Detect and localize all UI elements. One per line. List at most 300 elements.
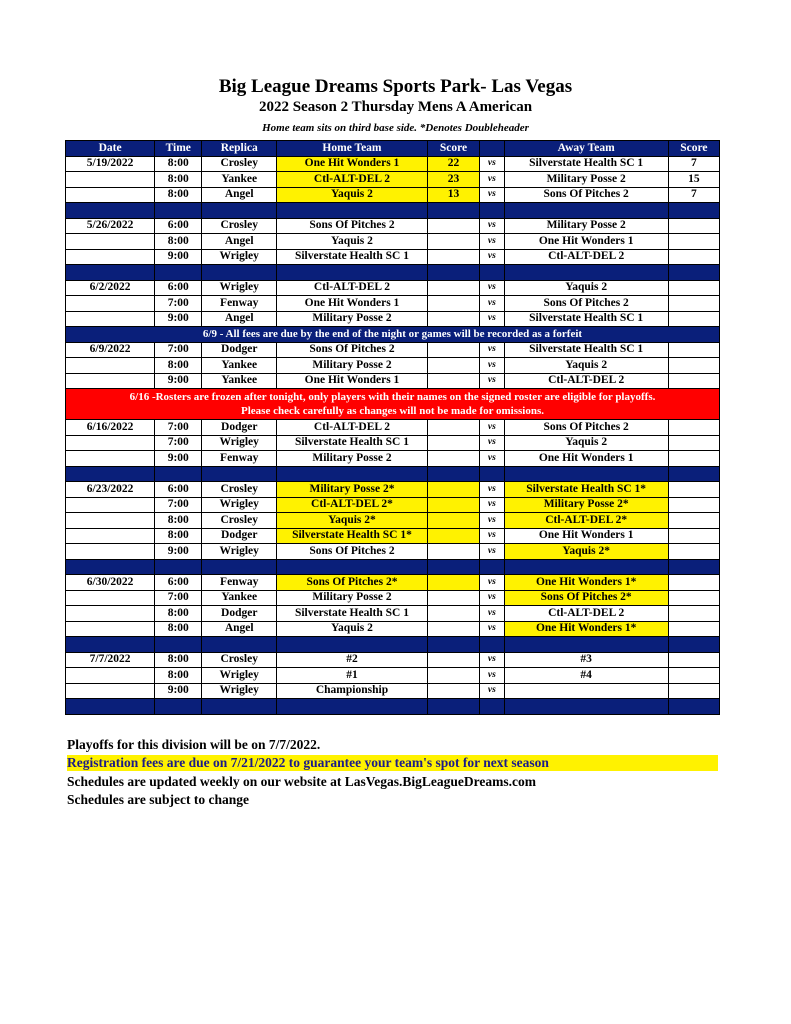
away-score: [668, 311, 719, 327]
home-team: Sons Of Pitches 2: [277, 342, 428, 358]
playoffs-note: Playoffs for this division will be on 7/7/2022.: [67, 737, 321, 752]
vs-label: vs: [480, 451, 505, 467]
home-team: Yaquis 2: [277, 187, 428, 203]
game-date: [66, 590, 155, 606]
away-team: Ctl-ALT-DEL 2: [504, 249, 668, 265]
fee-notice: 6/9 - All fees are due by the end of the night or games will be recorded as a forfeit: [66, 327, 720, 343]
game-time: 8:00: [155, 234, 202, 250]
away-team: Sons Of Pitches 2: [504, 187, 668, 203]
vs-label: vs: [480, 420, 505, 436]
game-field: Wrigley: [202, 497, 277, 513]
game-time: 9:00: [155, 311, 202, 327]
away-team: Sons Of Pitches 2: [504, 296, 668, 312]
home-score: [427, 358, 479, 374]
game-field: Dodger: [202, 342, 277, 358]
schedule-table: [65, 140, 720, 715]
game-row: [66, 621, 720, 637]
registration-note: Registration fees are due on 7/21/2022 to guarantee your team's spot for next season: [67, 755, 718, 771]
away-team: Sons Of Pitches 2*: [504, 590, 668, 606]
game-date: 6/16/2022: [66, 420, 155, 436]
home-score: 23: [427, 172, 479, 188]
away-score: [668, 373, 719, 389]
separator-cell: [504, 203, 668, 219]
home-score: [427, 652, 479, 668]
game-time: 6:00: [155, 575, 202, 591]
away-score: [668, 652, 719, 668]
separator-cell: [155, 265, 202, 281]
col-away-team: Away Team: [504, 141, 668, 157]
away-score: [668, 513, 719, 529]
game-date: [66, 497, 155, 513]
game-row: [66, 513, 720, 529]
home-score: [427, 606, 479, 622]
game-time: 6:00: [155, 482, 202, 498]
away-team: Silverstate Health SC 1: [504, 342, 668, 358]
away-score: [668, 420, 719, 436]
game-row: [66, 420, 720, 436]
away-team: Ctl-ALT-DEL 2*: [504, 513, 668, 529]
roster-alert-row: [66, 389, 720, 420]
separator-cell: [155, 637, 202, 653]
home-team: One Hit Wonders 1: [277, 373, 428, 389]
game-time: 7:00: [155, 497, 202, 513]
game-field: Crosley: [202, 482, 277, 498]
game-time: 8:00: [155, 513, 202, 529]
away-score: [668, 358, 719, 374]
game-row: [66, 590, 720, 606]
separator-cell: [277, 265, 428, 281]
game-date: 6/23/2022: [66, 482, 155, 498]
game-time: 7:00: [155, 296, 202, 312]
game-row: [66, 234, 720, 250]
home-score: [427, 683, 479, 699]
home-score: [427, 668, 479, 684]
game-time: 7:00: [155, 342, 202, 358]
home-team: Yaquis 2: [277, 234, 428, 250]
vs-label: vs: [480, 358, 505, 374]
game-date: [66, 187, 155, 203]
game-row: [66, 451, 720, 467]
away-team: One Hit Wonders 1: [504, 528, 668, 544]
game-row: [66, 187, 720, 203]
away-score: 7: [668, 187, 719, 203]
game-time: 7:00: [155, 420, 202, 436]
game-field: Crosley: [202, 218, 277, 234]
home-score: [427, 528, 479, 544]
vs-label: vs: [480, 652, 505, 668]
week-separator: [66, 203, 720, 219]
vs-label: vs: [480, 296, 505, 312]
away-score: [668, 234, 719, 250]
game-date: [66, 513, 155, 529]
separator-cell: [480, 699, 505, 715]
home-score: [427, 497, 479, 513]
separator-cell: [155, 559, 202, 575]
separator-cell: [277, 559, 428, 575]
game-date: 7/7/2022: [66, 652, 155, 668]
home-score: [427, 575, 479, 591]
separator-cell: [427, 559, 479, 575]
col-away-score: Score: [668, 141, 719, 157]
game-field: Crosley: [202, 513, 277, 529]
home-score: [427, 420, 479, 436]
separator-cell: [202, 466, 277, 482]
home-team: Silverstate Health SC 1*: [277, 528, 428, 544]
game-field: Wrigley: [202, 544, 277, 560]
game-time: 7:00: [155, 590, 202, 606]
game-time: 6:00: [155, 280, 202, 296]
game-field: Wrigley: [202, 249, 277, 265]
header-row: [66, 141, 720, 157]
away-team: Military Posse 2: [504, 218, 668, 234]
home-score: [427, 218, 479, 234]
away-score: [668, 280, 719, 296]
separator-cell: [668, 699, 719, 715]
game-time: 8:00: [155, 187, 202, 203]
vs-label: vs: [480, 311, 505, 327]
away-score: [668, 683, 719, 699]
game-date: [66, 606, 155, 622]
game-field: Crosley: [202, 156, 277, 172]
game-date: [66, 358, 155, 374]
away-score: [668, 451, 719, 467]
separator-cell: [427, 265, 479, 281]
vs-label: vs: [480, 234, 505, 250]
roster-alert-line2: Please check carefully as changes will not be made for omissions.: [241, 405, 544, 417]
game-date: [66, 451, 155, 467]
game-date: [66, 621, 155, 637]
separator-cell: [427, 203, 479, 219]
away-team: One Hit Wonders 1*: [504, 575, 668, 591]
game-time: 9:00: [155, 451, 202, 467]
game-row: [66, 435, 720, 451]
game-date: [66, 528, 155, 544]
game-date: [66, 683, 155, 699]
game-row: [66, 172, 720, 188]
vs-label: vs: [480, 590, 505, 606]
separator-cell: [668, 466, 719, 482]
home-team: #2: [277, 652, 428, 668]
doubleheader-note: Home team sits on third base side. *Denotes Doubleheader: [262, 122, 529, 134]
separator-cell: [66, 699, 155, 715]
separator-cell: [202, 699, 277, 715]
game-time: 8:00: [155, 668, 202, 684]
game-row: [66, 497, 720, 513]
vs-label: vs: [480, 249, 505, 265]
roster-alert: [66, 389, 720, 420]
home-team: #1: [277, 668, 428, 684]
away-team: One Hit Wonders 1: [504, 451, 668, 467]
home-team: Sons Of Pitches 2*: [277, 575, 428, 591]
game-row: [66, 544, 720, 560]
game-date: [66, 311, 155, 327]
away-team: One Hit Wonders 1: [504, 234, 668, 250]
separator-cell: [202, 559, 277, 575]
game-date: 6/2/2022: [66, 280, 155, 296]
away-score: [668, 590, 719, 606]
home-score: [427, 234, 479, 250]
home-score: 13: [427, 187, 479, 203]
away-team: Silverstate Health SC 1*: [504, 482, 668, 498]
home-team: One Hit Wonders 1: [277, 156, 428, 172]
away-score: [668, 544, 719, 560]
home-score: [427, 482, 479, 498]
vs-label: vs: [480, 606, 505, 622]
game-row: [66, 373, 720, 389]
home-score: [427, 435, 479, 451]
home-team: Championship: [277, 683, 428, 699]
vs-label: vs: [480, 435, 505, 451]
vs-label: vs: [480, 373, 505, 389]
week-separator: [66, 637, 720, 653]
separator-cell: [668, 265, 719, 281]
game-field: Crosley: [202, 652, 277, 668]
away-score: [668, 342, 719, 358]
vs-label: vs: [480, 342, 505, 358]
game-field: Wrigley: [202, 668, 277, 684]
away-score: [668, 249, 719, 265]
away-score: [668, 668, 719, 684]
separator-cell: [66, 203, 155, 219]
away-team: Yaquis 2*: [504, 544, 668, 560]
home-score: [427, 590, 479, 606]
away-score: [668, 296, 719, 312]
home-score: [427, 342, 479, 358]
separator-cell: [277, 699, 428, 715]
home-score: [427, 544, 479, 560]
game-row: [66, 156, 720, 172]
home-score: [427, 513, 479, 529]
game-date: [66, 234, 155, 250]
away-score: [668, 621, 719, 637]
page-subtitle: 2022 Season 2 Thursday Mens A American: [258, 99, 533, 115]
game-time: 9:00: [155, 683, 202, 699]
separator-cell: [155, 466, 202, 482]
roster-alert-line1: 6/16 -Rosters are frozen after tonight, only players with their names on the signed roster are eligible for playoffs.: [129, 391, 656, 403]
away-score: 15: [668, 172, 719, 188]
game-field: Wrigley: [202, 683, 277, 699]
game-date: [66, 373, 155, 389]
away-score: [668, 482, 719, 498]
home-team: Ctl-ALT-DEL 2*: [277, 497, 428, 513]
col-replica: Replica: [202, 141, 277, 157]
separator-cell: [504, 699, 668, 715]
game-field: Angel: [202, 234, 277, 250]
game-field: Fenway: [202, 575, 277, 591]
home-score: [427, 296, 479, 312]
away-team: #4: [504, 668, 668, 684]
game-row: [66, 358, 720, 374]
game-date: 6/9/2022: [66, 342, 155, 358]
away-team: Military Posse 2: [504, 172, 668, 188]
col-time: Time: [155, 141, 202, 157]
away-team: Yaquis 2: [504, 435, 668, 451]
game-time: 9:00: [155, 249, 202, 265]
game-row: [66, 575, 720, 591]
game-row: [66, 482, 720, 498]
game-field: Yankee: [202, 373, 277, 389]
home-score: [427, 249, 479, 265]
week-separator: [66, 559, 720, 575]
game-date: [66, 544, 155, 560]
game-field: Dodger: [202, 606, 277, 622]
separator-cell: [427, 699, 479, 715]
game-field: Dodger: [202, 528, 277, 544]
separator-cell: [427, 637, 479, 653]
home-team: Military Posse 2: [277, 358, 428, 374]
separator-cell: [480, 559, 505, 575]
away-team: Military Posse 2*: [504, 497, 668, 513]
separator-cell: [277, 466, 428, 482]
col-home-team: Home Team: [277, 141, 428, 157]
away-team: Sons Of Pitches 2: [504, 420, 668, 436]
home-team: Ctl-ALT-DEL 2: [277, 420, 428, 436]
game-time: 8:00: [155, 156, 202, 172]
col-vs: [480, 141, 505, 157]
separator-cell: [66, 265, 155, 281]
separator-cell: [668, 559, 719, 575]
vs-label: vs: [480, 187, 505, 203]
game-time: 8:00: [155, 358, 202, 374]
game-row: [66, 606, 720, 622]
away-score: [668, 497, 719, 513]
separator-cell: [480, 203, 505, 219]
game-time: 9:00: [155, 544, 202, 560]
home-team: Silverstate Health SC 1: [277, 606, 428, 622]
separator-cell: [66, 466, 155, 482]
separator-cell: [277, 203, 428, 219]
game-row: [66, 652, 720, 668]
home-team: One Hit Wonders 1: [277, 296, 428, 312]
separator-cell: [504, 466, 668, 482]
game-row: [66, 249, 720, 265]
col-date: Date: [66, 141, 155, 157]
separator-cell: [480, 637, 505, 653]
separator-cell: [480, 265, 505, 281]
home-team: Ctl-ALT-DEL 2: [277, 280, 428, 296]
away-score: [668, 606, 719, 622]
home-team: Sons Of Pitches 2: [277, 544, 428, 560]
page-title: Big League Dreams Sports Park- Las Vegas: [218, 76, 573, 97]
game-row: [66, 683, 720, 699]
separator-cell: [202, 265, 277, 281]
game-field: Yankee: [202, 590, 277, 606]
separator-cell: [668, 203, 719, 219]
vs-label: vs: [480, 668, 505, 684]
game-date: 5/19/2022: [66, 156, 155, 172]
game-time: 8:00: [155, 172, 202, 188]
game-field: Dodger: [202, 420, 277, 436]
home-team: Military Posse 2: [277, 451, 428, 467]
away-team: Ctl-ALT-DEL 2: [504, 606, 668, 622]
separator-cell: [504, 559, 668, 575]
home-score: 22: [427, 156, 479, 172]
week-separator: [66, 466, 720, 482]
week-separator: [66, 699, 720, 715]
home-score: [427, 451, 479, 467]
away-team: Silverstate Health SC 1: [504, 156, 668, 172]
week-separator: [66, 265, 720, 281]
away-team: Yaquis 2: [504, 280, 668, 296]
home-team: Yaquis 2: [277, 621, 428, 637]
game-field: Angel: [202, 621, 277, 637]
away-team: Ctl-ALT-DEL 2: [504, 373, 668, 389]
vs-label: vs: [480, 544, 505, 560]
game-time: 9:00: [155, 373, 202, 389]
away-team: Yaquis 2: [504, 358, 668, 374]
vs-label: vs: [480, 482, 505, 498]
game-time: 7:00: [155, 435, 202, 451]
away-score: 7: [668, 156, 719, 172]
game-date: 5/26/2022: [66, 218, 155, 234]
vs-label: vs: [480, 172, 505, 188]
game-field: Yankee: [202, 358, 277, 374]
game-row: [66, 668, 720, 684]
home-team: Ctl-ALT-DEL 2: [277, 172, 428, 188]
home-score: [427, 311, 479, 327]
game-date: [66, 172, 155, 188]
game-row: [66, 280, 720, 296]
vs-label: vs: [480, 683, 505, 699]
separator-cell: [155, 699, 202, 715]
separator-cell: [480, 466, 505, 482]
separator-cell: [66, 637, 155, 653]
vs-label: vs: [480, 621, 505, 637]
game-date: [66, 435, 155, 451]
game-field: Yankee: [202, 172, 277, 188]
vs-label: vs: [480, 156, 505, 172]
game-row: [66, 296, 720, 312]
home-score: [427, 280, 479, 296]
separator-cell: [504, 637, 668, 653]
separator-cell: [202, 203, 277, 219]
game-field: Fenway: [202, 296, 277, 312]
home-score: [427, 373, 479, 389]
away-score: [668, 528, 719, 544]
game-date: [66, 249, 155, 265]
separator-cell: [504, 265, 668, 281]
game-date: [66, 296, 155, 312]
vs-label: vs: [480, 528, 505, 544]
home-team: Military Posse 2*: [277, 482, 428, 498]
home-team: Military Posse 2: [277, 590, 428, 606]
away-score: [668, 218, 719, 234]
away-score: [668, 575, 719, 591]
game-date: [66, 668, 155, 684]
separator-cell: [277, 637, 428, 653]
separator-cell: [155, 203, 202, 219]
game-field: Fenway: [202, 451, 277, 467]
game-time: 8:00: [155, 621, 202, 637]
away-team: One Hit Wonders 1*: [504, 621, 668, 637]
game-field: Angel: [202, 187, 277, 203]
game-field: Wrigley: [202, 280, 277, 296]
game-field: Wrigley: [202, 435, 277, 451]
vs-label: vs: [480, 280, 505, 296]
home-score: [427, 621, 479, 637]
away-team: [504, 683, 668, 699]
col-home-score: Score: [427, 141, 479, 157]
separator-cell: [202, 637, 277, 653]
separator-cell: [66, 559, 155, 575]
game-time: 8:00: [155, 652, 202, 668]
vs-label: vs: [480, 497, 505, 513]
away-team: Silverstate Health SC 1: [504, 311, 668, 327]
separator-cell: [668, 637, 719, 653]
game-time: 6:00: [155, 218, 202, 234]
vs-label: vs: [480, 575, 505, 591]
game-field: Angel: [202, 311, 277, 327]
